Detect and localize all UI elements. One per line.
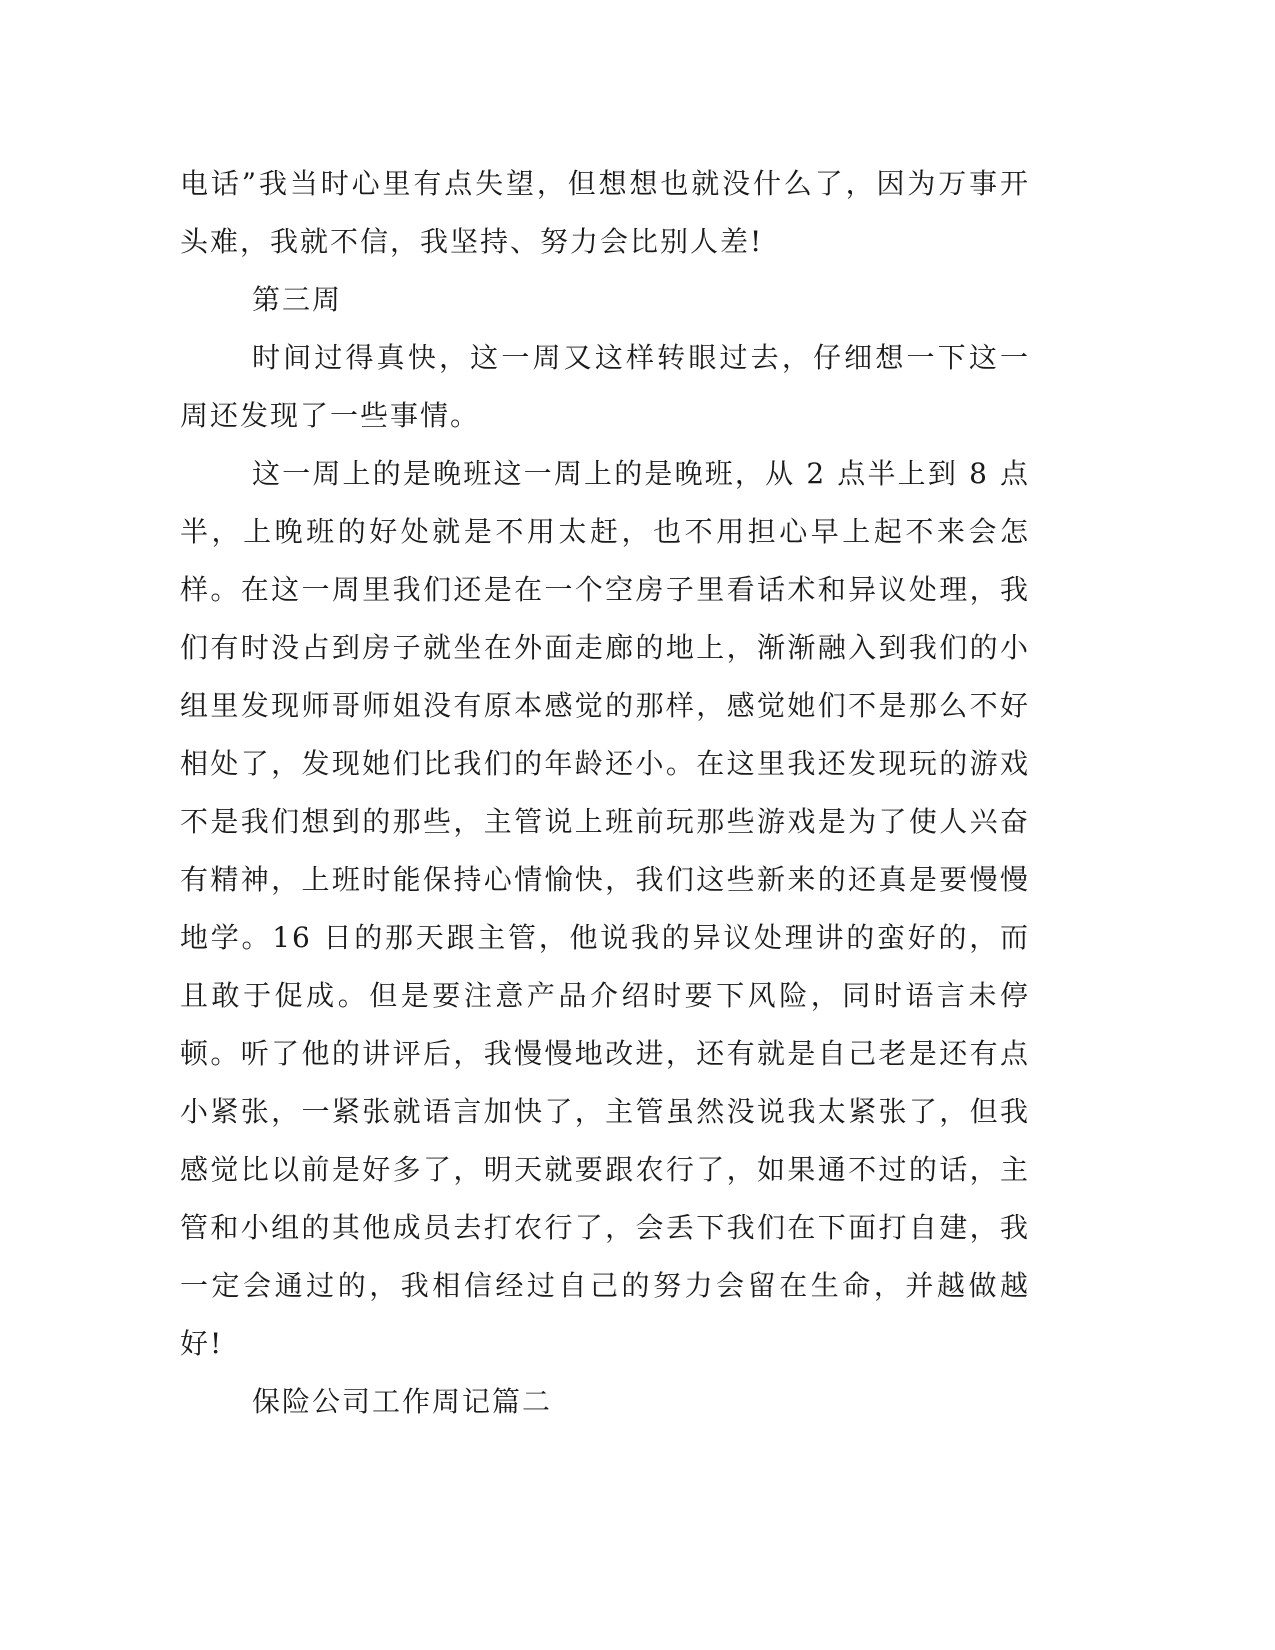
section-heading-week-three: 第三周 bbox=[252, 283, 343, 316]
paragraph-continuation: 电话”我当时心里有点失望，但想想也就没什么了，因为万事开头难，我就不信，我坚持、努力会比别人差! bbox=[180, 167, 1030, 258]
paragraph-time-passing: 时间过得真快，这一周又这样转眼过去，仔细想一下这一周还发现了一些事情。 bbox=[180, 341, 1030, 432]
paragraph-night-shift: 这一周上的是晚班这一周上的是晚班，从 2 点半上到 8 点半，上晚班的好处就是不用太赶，也不用担心早上起不来会怎样。在这一周里我们还是在一个空房子里看话术和异议处理，我们有时没占到房子就坐在外面走廊的地上，渐渐融入到我们的小组里发现师哥师姐没有原本感觉的那样，感觉她们不是那么不好相处了，发现她们比我们的年龄还小。在这里我还发现玩的游戏不是我们想到的那些，主管说上班前玩那些游戏是为了使人兴奋有精神，上班时能保持心情愉快，我们这些新来的还真是要慢慢地学。16 日的那天跟主管，他说我的异议处理讲的蛮好的，而且敢于促成。但是要注意产品介绍时要下风险，同时语言未停顿。听了他的讲评后，我慢慢地改进，还有就是自己老是还有点小紧张，一紧张就语言加快了，主管虽然没说我太紧张了，但我感觉比以前是好多了，明天就要跟农行了，如果通不过的话，主管和小组的其他成员去打农行了，会丢下我们在下面打自建，我一定会通过的，我相信经过自己的努力会留在生命，并越做越好! bbox=[180, 457, 1030, 1360]
document-body bbox=[180, 155, 1030, 1431]
section-heading-part-two: 保险公司工作周记篇二 bbox=[252, 1385, 553, 1418]
